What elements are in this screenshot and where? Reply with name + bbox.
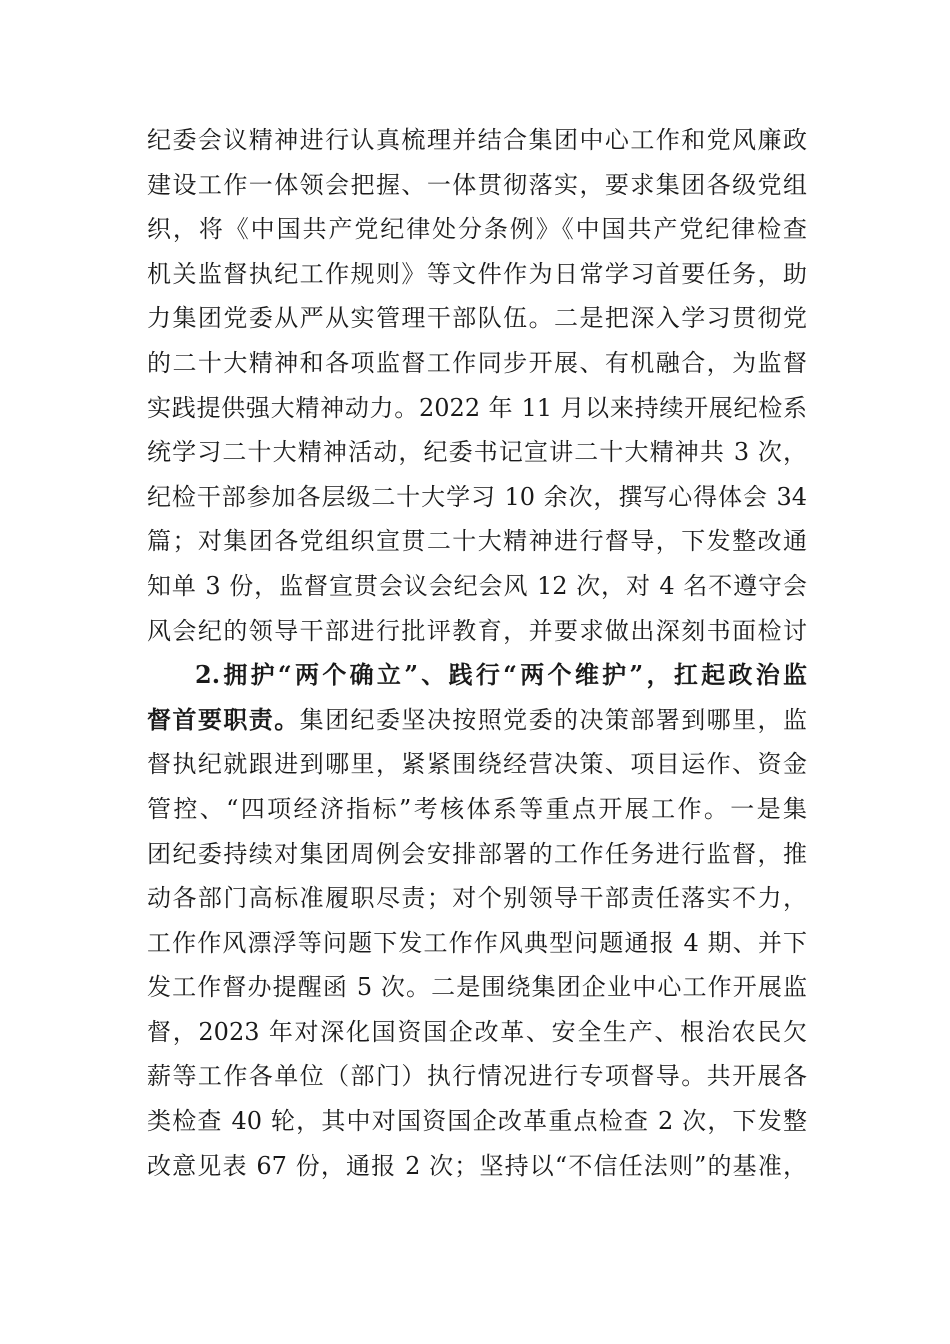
text-line: 机关监督执纪工作规则》等文件作为日常学习首要任务，助 bbox=[147, 259, 807, 288]
heading-bold-text: 督首要职责。 bbox=[147, 704, 300, 734]
text-line: 发工作督办提醒函 5 次。二是围绕集团企业中心工作开展监 bbox=[147, 973, 807, 1002]
text-line: 的二十大精神和各项监督工作同步开展、有机融合，为监督 bbox=[147, 348, 807, 377]
text-line: 团纪委持续对集团周例会安排部署的工作任务进行监督，推 bbox=[147, 839, 807, 868]
text-line: 建设工作一体领会把握、一体贯彻落实，要求集团各级党组 bbox=[147, 170, 807, 199]
heading-rest-text: 集团纪委坚决按照党委的决策部署到哪里，监 bbox=[299, 705, 807, 734]
text-line: 实践提供强大精神动力。2022 年 11 月以来持续开展纪检系 bbox=[147, 393, 807, 422]
text-line: 管控、“四项经济指标”考核体系等重点开展工作。一是集 bbox=[147, 794, 807, 823]
section-heading-continuation bbox=[147, 698, 807, 743]
text-line: 工作作风漂浮等问题下发工作作风典型问题通报 4 期、并下 bbox=[147, 928, 807, 957]
section-heading: 2.拥护“两个确立”、践行“两个维护”，扛起政治监 bbox=[195, 660, 807, 690]
text-line: 动各部门高标准履职尽责；对个别领导干部责任落实不力， bbox=[147, 884, 807, 913]
text-line: 督，2023 年对深化国资国企改革、安全生产、根治农民欠 bbox=[147, 1017, 807, 1046]
text-line: 督执纪就跟进到哪里，紧紧围绕经营决策、项目运作、资金 bbox=[147, 750, 807, 779]
document-body bbox=[147, 118, 807, 1188]
text-line: 类检查 40 轮，其中对国资国企改革重点检查 2 次，下发整 bbox=[147, 1107, 807, 1136]
text-line: 纪委会议精神进行认真梳理并结合集团中心工作和党风廉政 bbox=[147, 126, 807, 154]
text-line: 力集团党委从严从实管理干部队伍。二是把深入学习贯彻党 bbox=[147, 304, 807, 333]
text-line: 薪等工作各单位（部门）执行情况进行专项督导。共开展各 bbox=[147, 1062, 807, 1091]
text-line: 知单 3 份，监督宣贯会议会纪会风 12 次，对 4 名不遵守会 bbox=[147, 571, 807, 600]
text-line: 风会纪的领导干部进行批评教育，并要求做出深刻书面检讨 bbox=[147, 616, 807, 645]
text-line: 篇；对集团各党组织宣贯二十大精神进行督导，下发整改通 bbox=[147, 527, 807, 556]
text-line: 纪检干部参加各层级二十大学习 10 余次，撰写心得体会 34 bbox=[147, 482, 807, 511]
text-line: 统学习二十大精神活动，纪委书记宣讲二十大精神共 3 次， bbox=[147, 438, 807, 467]
text-line: 改意见表 67 份，通报 2 次；坚持以“不信任法则”的基准， bbox=[147, 1151, 807, 1180]
text-line: 织，将《中国共产党纪律处分条例》《中国共产党纪律检查 bbox=[147, 215, 807, 244]
